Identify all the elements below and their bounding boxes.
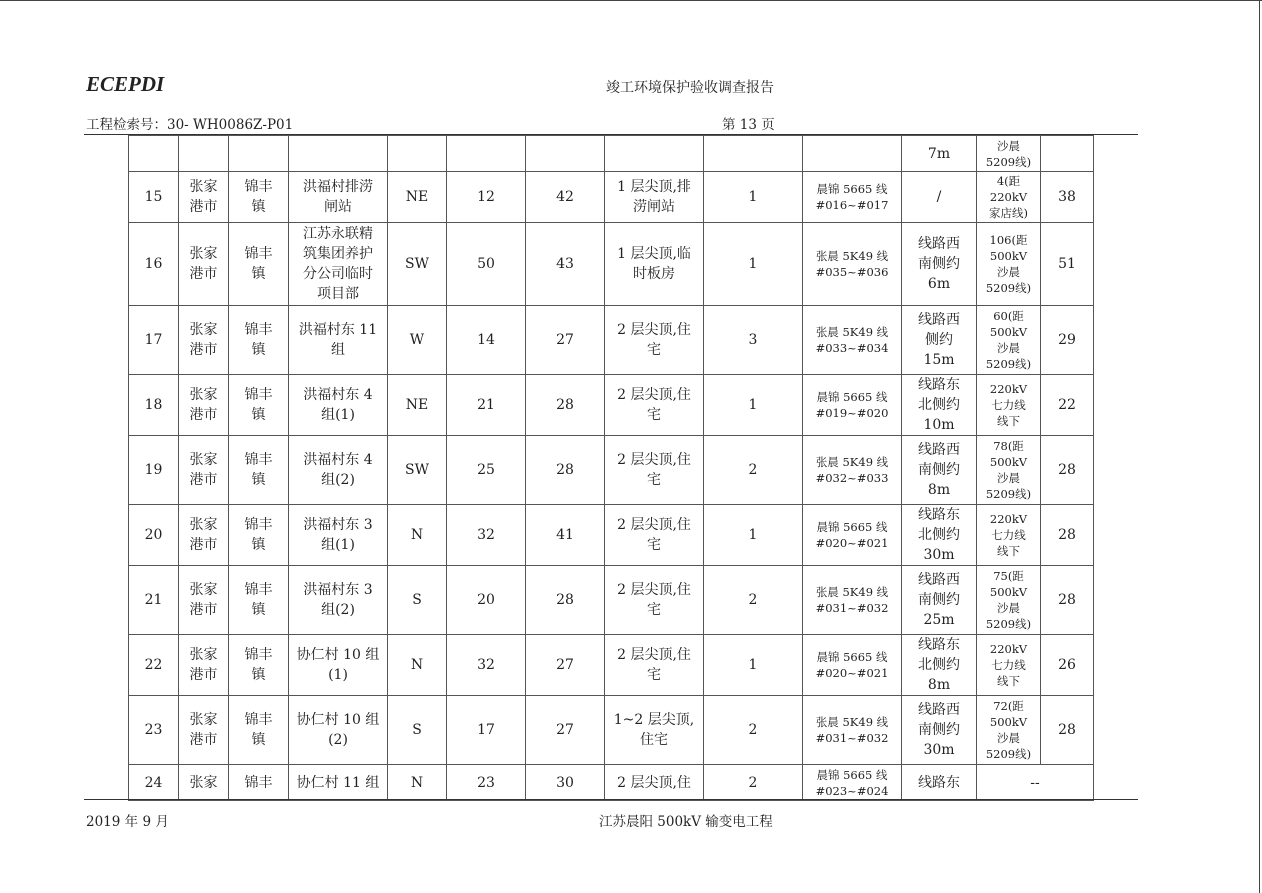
- row-town: 锦丰 镇: [229, 436, 289, 505]
- row-town: 锦丰 镇: [229, 696, 289, 765]
- row-direction: NE: [388, 375, 447, 436]
- row-count: 2: [704, 436, 803, 505]
- row-height: 42: [526, 172, 605, 223]
- row-line-section: 张晨 5K49 线 #031~#032: [803, 696, 902, 765]
- row-value: 28: [1041, 505, 1094, 566]
- row-position: 线路东 北侧约 8m: [902, 635, 977, 696]
- row-count: 1: [704, 172, 803, 223]
- row-line-section: 晨锦 5665 线 #023~#024: [803, 765, 902, 801]
- row-position: 线路东: [902, 765, 977, 801]
- row-position: /: [902, 172, 977, 223]
- row-building-type: 2 层尖顶,住 宅: [605, 306, 704, 375]
- row-direction: SW: [388, 223, 447, 306]
- table-row-continuation: [129, 136, 1094, 172]
- row-line-section: 晨锦 5665 线 #019~#020: [803, 375, 902, 436]
- row-town: 锦丰: [229, 765, 289, 801]
- project-name: 江苏晨阳 500kV 输变电工程: [599, 814, 773, 830]
- row-value: 26: [1041, 635, 1094, 696]
- row-height: 27: [526, 696, 605, 765]
- row-value: 28: [1041, 566, 1094, 635]
- page-number: 第 13 页: [722, 117, 775, 133]
- row-site: 洪福村东 3 组(2): [289, 566, 388, 635]
- row-building-type: 2 层尖顶,住 宅: [605, 436, 704, 505]
- row-town: 锦丰 镇: [229, 375, 289, 436]
- row-site: 协仁村 10 组 (2): [289, 696, 388, 765]
- report-date: 2019 年 9 月: [86, 814, 169, 830]
- table-row: [129, 172, 1094, 223]
- row-position: 线路东 北侧约 30m: [902, 505, 977, 566]
- row-number: 19: [129, 436, 179, 505]
- row-value: 28: [1041, 436, 1094, 505]
- row-city: 张家 港市: [179, 306, 229, 375]
- row-city: 张家 港市: [179, 566, 229, 635]
- row-building-type: 2 层尖顶,住 宅: [605, 505, 704, 566]
- row-height: 41: [526, 505, 605, 566]
- row-distance: 32: [447, 505, 526, 566]
- row-height: 43: [526, 223, 605, 306]
- row-value: 22: [1041, 375, 1094, 436]
- page-frame-top: [0, 0, 1262, 1]
- row-site: 洪福村东 11 组: [289, 306, 388, 375]
- row-number: 24: [129, 765, 179, 801]
- row-building-type: 2 层尖顶,住: [605, 765, 704, 801]
- row-count: 1: [704, 223, 803, 306]
- row-count: 2: [704, 765, 803, 801]
- row-direction: S: [388, 566, 447, 635]
- row-value: 38: [1041, 172, 1094, 223]
- row-town: 锦丰 镇: [229, 223, 289, 306]
- report-title: 竣工环境保护验收调查报告: [606, 80, 774, 96]
- table-cell: [526, 136, 605, 172]
- row-building-type: 1~2 层尖顶, 住宅: [605, 696, 704, 765]
- table-row: [129, 566, 1094, 635]
- page-frame-right: [1259, 0, 1260, 893]
- row-number: 23: [129, 696, 179, 765]
- row-city: 张家 港市: [179, 172, 229, 223]
- row-position: 线路西 南侧约 8m: [902, 436, 977, 505]
- row-line-section: 张晨 5K49 线 #035~#036: [803, 223, 902, 306]
- row-number: 17: [129, 306, 179, 375]
- table-cell-position: 7m: [902, 136, 977, 172]
- row-note: 4(距 220kV 家店线): [977, 172, 1041, 223]
- row-distance: 17: [447, 696, 526, 765]
- row-note: 72(距 500kV 沙晨 5209线): [977, 696, 1041, 765]
- row-note-merged: --: [977, 765, 1094, 801]
- row-distance: 25: [447, 436, 526, 505]
- row-value: 51: [1041, 223, 1094, 306]
- table-cell: [179, 136, 229, 172]
- row-distance: 21: [447, 375, 526, 436]
- row-distance: 14: [447, 306, 526, 375]
- row-value: 29: [1041, 306, 1094, 375]
- row-position: 线路西 南侧约 6m: [902, 223, 977, 306]
- table-row: [129, 696, 1094, 765]
- row-height: 30: [526, 765, 605, 801]
- table-cell: [803, 136, 902, 172]
- row-distance: 50: [447, 223, 526, 306]
- row-count: 2: [704, 566, 803, 635]
- table-row: [129, 306, 1094, 375]
- row-line-section: 晨锦 5665 线 #020~#021: [803, 635, 902, 696]
- row-number: 15: [129, 172, 179, 223]
- row-city: 张家 港市: [179, 223, 229, 306]
- row-line-section: 晨锦 5665 线 #020~#021: [803, 505, 902, 566]
- row-count: 1: [704, 505, 803, 566]
- footer-rule: [84, 799, 1138, 800]
- row-note: 60(距 500kV 沙晨 5209线): [977, 306, 1041, 375]
- row-position: 线路西 侧约 15m: [902, 306, 977, 375]
- row-position: 线路东 北侧约 10m: [902, 375, 977, 436]
- table-row: [129, 223, 1094, 306]
- row-value: 28: [1041, 696, 1094, 765]
- row-note: 220kV 七力线 线下: [977, 505, 1041, 566]
- row-city: 张家: [179, 765, 229, 801]
- row-site: 协仁村 10 组 (1): [289, 635, 388, 696]
- row-count: 1: [704, 635, 803, 696]
- row-site: 江苏永联精 筑集团养护 分公司临时 项目部: [289, 223, 388, 306]
- row-direction: W: [388, 306, 447, 375]
- row-line-section: 张晨 5K49 线 #033~#034: [803, 306, 902, 375]
- row-count: 3: [704, 306, 803, 375]
- row-direction: S: [388, 696, 447, 765]
- table-cell: [129, 136, 179, 172]
- row-number: 16: [129, 223, 179, 306]
- table-cell: [605, 136, 704, 172]
- row-direction: N: [388, 635, 447, 696]
- table-cell: [447, 136, 526, 172]
- row-note: 78(距 500kV 沙晨 5209线): [977, 436, 1041, 505]
- row-site: 洪福村东 3 组(1): [289, 505, 388, 566]
- row-town: 锦丰 镇: [229, 566, 289, 635]
- row-position: 线路西 南侧约 30m: [902, 696, 977, 765]
- row-direction: NE: [388, 172, 447, 223]
- table-row: [129, 436, 1094, 505]
- row-building-type: 1 层尖顶,临 时板房: [605, 223, 704, 306]
- row-city: 张家 港市: [179, 505, 229, 566]
- row-town: 锦丰 镇: [229, 172, 289, 223]
- row-building-type: 2 层尖顶,住 宅: [605, 635, 704, 696]
- row-number: 18: [129, 375, 179, 436]
- row-city: 张家 港市: [179, 635, 229, 696]
- table-cell: [229, 136, 289, 172]
- table-row: [129, 375, 1094, 436]
- row-count: 1: [704, 375, 803, 436]
- row-distance: 23: [447, 765, 526, 801]
- row-distance: 32: [447, 635, 526, 696]
- sensitive-targets-table: [128, 135, 1094, 801]
- row-height: 28: [526, 566, 605, 635]
- row-note: 220kV 七力线 线下: [977, 635, 1041, 696]
- row-height: 27: [526, 306, 605, 375]
- row-height: 27: [526, 635, 605, 696]
- row-town: 锦丰 镇: [229, 505, 289, 566]
- row-count: 2: [704, 696, 803, 765]
- row-distance: 20: [447, 566, 526, 635]
- table-cell-note: 沙晨 5209线): [977, 136, 1041, 172]
- row-building-type: 2 层尖顶,住 宅: [605, 566, 704, 635]
- row-site: 洪福村东 4 组(1): [289, 375, 388, 436]
- project-index-label: 工程检索号：30- WH0086Z-P01: [86, 117, 294, 133]
- row-direction: SW: [388, 436, 447, 505]
- row-direction: N: [388, 765, 447, 801]
- row-building-type: 2 层尖顶,住 宅: [605, 375, 704, 436]
- row-site: 协仁村 11 组: [289, 765, 388, 801]
- table-row: [129, 505, 1094, 566]
- table-row: [129, 765, 1094, 801]
- row-number: 22: [129, 635, 179, 696]
- table-row: [129, 635, 1094, 696]
- row-direction: N: [388, 505, 447, 566]
- row-building-type: 1 层尖顶,排 涝闸站: [605, 172, 704, 223]
- row-line-section: 张晨 5K49 线 #032~#033: [803, 436, 902, 505]
- table-cell: [1041, 136, 1094, 172]
- row-note: 106(距 500kV 沙晨 5209线): [977, 223, 1041, 306]
- brand-logo-text: ECEPDI: [86, 72, 165, 96]
- row-note: 220kV 七力线 线下: [977, 375, 1041, 436]
- row-number: 21: [129, 566, 179, 635]
- row-line-section: 张晨 5K49 线 #031~#032: [803, 566, 902, 635]
- row-city: 张家 港市: [179, 696, 229, 765]
- table-cell: [289, 136, 388, 172]
- row-note: 75(距 500kV 沙晨 5209线): [977, 566, 1041, 635]
- row-line-section: 晨锦 5665 线 #016~#017: [803, 172, 902, 223]
- row-site: 洪福村排涝 闸站: [289, 172, 388, 223]
- row-town: 锦丰 镇: [229, 635, 289, 696]
- row-town: 锦丰 镇: [229, 306, 289, 375]
- row-height: 28: [526, 436, 605, 505]
- table-cell: [704, 136, 803, 172]
- row-position: 线路西 南侧约 25m: [902, 566, 977, 635]
- row-city: 张家 港市: [179, 375, 229, 436]
- row-number: 20: [129, 505, 179, 566]
- row-height: 28: [526, 375, 605, 436]
- row-city: 张家 港市: [179, 436, 229, 505]
- table-cell: [388, 136, 447, 172]
- row-distance: 12: [447, 172, 526, 223]
- row-site: 洪福村东 4 组(2): [289, 436, 388, 505]
